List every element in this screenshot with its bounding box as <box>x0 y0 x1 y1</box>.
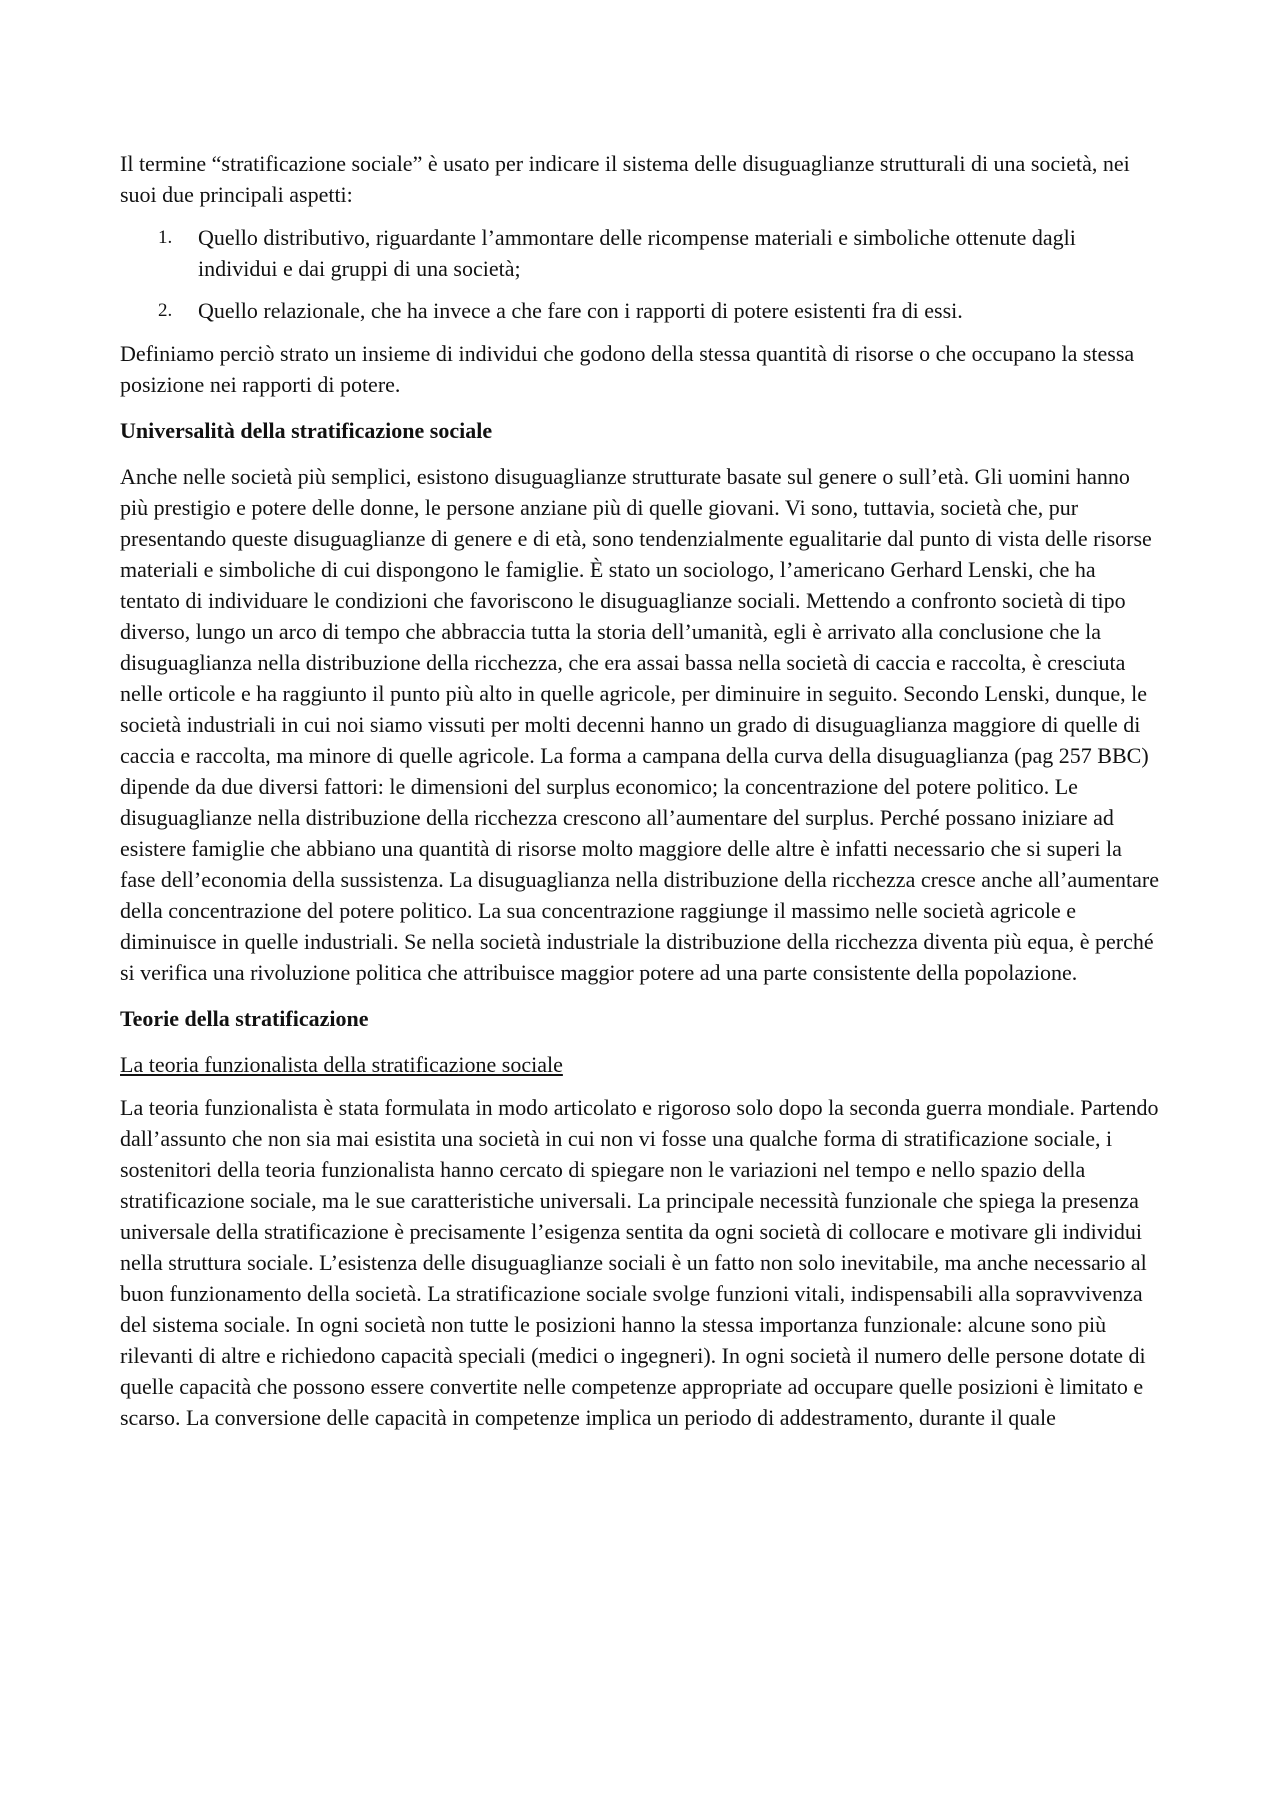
subheading-functionalist-theory: La teoria funzionalista della stratificazione sociale <box>120 1052 563 1077</box>
document-page <box>120 148 1160 1433</box>
list-item-text: Quello relazionale, che ha invece a che fare con i rapporti di potere esistenti fra di essi. <box>198 298 963 323</box>
aspects-list <box>120 222 1160 326</box>
list-item <box>120 222 1160 284</box>
section-heading-universality: Universalità della stratificazione sociale <box>120 418 493 443</box>
intro-paragraph: Il termine “stratificazione sociale” è usato per indicare il sistema delle disuguaglianze strutturali di una società, nei suoi due principali aspetti: <box>120 151 1130 207</box>
list-number: 1. <box>158 227 173 248</box>
list-item <box>120 295 1160 326</box>
list-number: 2. <box>158 300 173 321</box>
universality-paragraph: Anche nelle società più semplici, esistono disuguaglianze strutturate basate sul genere o sull’età. Gli uomini hanno più prestigio e potere delle donne, le persone anziane più di quelle giovani. Vi sono, tuttavia, società che, pur presentando queste disuguaglianze di genere e di età, sono tendenzialmente egualitarie dal punto di vista delle risorse materiali e simboliche di cui dispongono le famiglie. È stato un sociologo, l’americano Gerhard Lenski, che ha tentato di individuare le condizioni che favoriscono le disuguaglianze sociali. Mettendo a confronto società di tipo diverso, lungo un arco di tempo che abbraccia tutta la storia dell’umanità, egli è arrivato alla conclusione che la disuguaglianza nella distribuzione della ricchezza, che era assai bassa nella società di caccia e raccolta, è cresciuta nelle orticole e ha raggiunto il punto più alto in quelle agricole, per diminuire in seguito. Secondo Lenski, dunque, le società industriali in cui noi siamo vissuti per molti decenni hanno un grado di disuguaglianza maggiore di quelle di caccia e raccolta, ma minore di quelle agricole. La forma a campana della curva della disuguaglianza (pag 257 BBC) dipende da due diversi fattori: le dimensioni del surplus economico; la concentrazione del potere politico. Le disuguaglianze nella distribuzione della ricchezza crescono all’aumentare del surplus. Perché possano iniziare ad esistere famiglie che abbiano una quantità di risorse molto maggiore delle altre è infatti necessario che si superi la fase dell’economia della sussistenza. La disuguaglianza nella distribuzione della ricchezza cresce anche all’aumentare della concentrazione del potere politico. La sua concentrazione raggiunge il massimo nelle società agricole e diminuisce in quelle industriali. Se nella società industriale la distribuzione della ricchezza diventa più equa, è perché si verifica una rivoluzione politica che attribuisce maggior potere ad una parte consistente della popolazione. <box>120 464 1159 985</box>
functionalist-paragraph: La teoria funzionalista è stata formulata in modo articolato e rigoroso solo dopo la seconda guerra mondiale. Partendo dall’assunto che non sia mai esistita una società in cui non vi fosse una qualche forma di stratificazione sociale, i sostenitori della teoria funzionalista hanno cercato di spiegare non le variazioni nel tempo e nello spazio della stratificazione sociale, ma le sue caratteristiche universali. La principale necessità funzionale che spiega la presenza universale della stratificazione è precisamente l’esigenza sentita da ogni società di collocare e motivare gli individui nella struttura sociale. L’esistenza delle disuguaglianze sociali è un fatto non solo inevitabile, ma anche necessario al buon funzionamento della società. La stratificazione sociale svolge funzioni vitali, indispensabili alla sopravvivenza del sistema sociale. In ogni società non tutte le posizioni hanno la stessa importanza funzionale: alcune sono più rilevanti di altre e richiedono capacità speciali (medici o ingegneri). In ogni società il numero delle persone dotate di quelle capacità che possono essere convertite nelle competenze appropriate ad occupare quelle posizioni è limitato e scarso. La conversione delle capacità in competenze implica un periodo di addestramento, durante il quale <box>120 1095 1159 1430</box>
section-heading-theories: Teorie della stratificazione <box>120 1006 369 1031</box>
list-item-text: Quello distributivo, riguardante l’ammontare delle ricompense materiali e simboliche ottenute dagli individui e dai gruppi di una società; <box>198 225 1076 281</box>
definition-paragraph: Definiamo perciò strato un insieme di individui che godono della stessa quantità di risorse o che occupano la stessa posizione nei rapporti di potere. <box>120 341 1135 397</box>
